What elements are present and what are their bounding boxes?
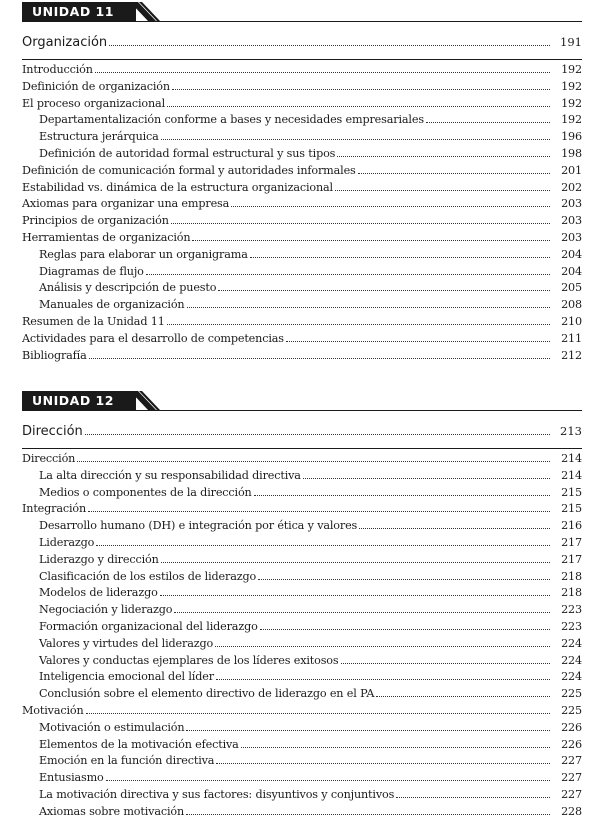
chapter-page: 191: [560, 35, 582, 49]
entry-page: 210: [561, 314, 582, 328]
dot-leader: [335, 190, 550, 191]
dot-leader: [231, 206, 550, 207]
entry-title: Definición de organización: [22, 79, 170, 93]
entry-page: 214: [561, 452, 582, 465]
dot-leader: [254, 495, 550, 496]
entry-title: Liderazgo: [39, 535, 95, 549]
entry-title: Principios de organización: [22, 214, 169, 228]
entry-page: 203: [561, 230, 582, 244]
chapter-heading: [22, 424, 582, 444]
dot-leader: [358, 173, 550, 174]
entry-page: 204: [561, 247, 582, 261]
toc-entry: [22, 113, 582, 130]
toc-entry: [22, 754, 582, 771]
entry-title: El proceso organizacional: [22, 96, 166, 110]
chapter-divider: [22, 59, 582, 60]
entry-title: Estabilidad vs. dinámica de la estructura organizacional: [22, 180, 333, 194]
entry-page: 192: [561, 96, 582, 110]
entry-page: 205: [561, 281, 582, 295]
toc-entry: [22, 486, 582, 503]
entry-title: Actividades para el desarrollo de competencias: [22, 331, 284, 345]
toc-entry: [22, 637, 582, 654]
entry-page: 198: [561, 146, 582, 160]
entry-page: 218: [561, 569, 582, 583]
toc-entry: [22, 298, 582, 315]
entry-title: Definición de autoridad formal estructural y sus tipos: [39, 146, 336, 160]
toc-entry: [22, 147, 582, 164]
entry-title: Negociación y liderazgo: [39, 603, 173, 617]
entry-page: 217: [561, 552, 582, 566]
entry-title: Conclusión sobre el elemento directivo de liderazgo en el PA: [39, 687, 375, 701]
entry-page: 215: [561, 502, 582, 516]
entry-page: 203: [561, 197, 582, 211]
toc-entry: [22, 231, 582, 248]
dot-leader: [426, 122, 550, 123]
entry-title: Desarrollo humano (DH) e integración por ética y valores: [39, 519, 358, 533]
toc-entry: [22, 670, 582, 687]
entry-page: 225: [561, 687, 582, 701]
entry-title: Bibliografía: [22, 348, 87, 362]
dot-leader: [359, 528, 550, 529]
dot-leader: [216, 679, 550, 680]
unit-rule: [22, 410, 582, 411]
dot-leader: [241, 747, 550, 748]
entry-title: Formación organizacional del liderazgo: [39, 619, 258, 633]
dot-leader: [186, 814, 550, 815]
entry-title: Clasificación de los estilos de liderazgo: [39, 569, 257, 583]
entry-page: 224: [561, 636, 582, 650]
dot-leader: [85, 434, 550, 435]
entry-title: Inteligencia emocional del líder: [39, 670, 214, 684]
toc-entry: [22, 197, 582, 214]
entry-title: Valores y conductas ejemplares de los líderes exitosos: [39, 653, 339, 667]
entry-page: 227: [561, 771, 582, 785]
dot-leader: [258, 579, 550, 580]
entry-list: [22, 63, 582, 365]
dot-leader: [187, 307, 551, 308]
entry-title: Resumen de la Unidad 11: [22, 314, 165, 328]
entry-page: 203: [561, 214, 582, 228]
entry-page: 227: [561, 787, 582, 801]
entry-page: 201: [561, 163, 582, 177]
toc-entry: [22, 502, 582, 519]
dot-leader: [186, 730, 550, 731]
unit-banner: [22, 2, 582, 24]
toc-entry: [22, 452, 582, 469]
dot-leader: [96, 545, 550, 546]
dot-leader: [216, 763, 550, 764]
entry-page: 192: [561, 79, 582, 93]
toc-entry: [22, 654, 582, 671]
entry-title: Medios o componentes de la dirección: [39, 485, 252, 499]
toc-entry: [22, 315, 582, 332]
entry-title: Estructura jerárquica: [39, 130, 159, 144]
entry-title: Diagramas de flujo: [39, 264, 144, 278]
entry-page: 216: [561, 519, 582, 533]
entry-page: 225: [561, 703, 582, 717]
toc-entry: [22, 704, 582, 721]
toc-entry: [22, 164, 582, 181]
entry-page: 202: [561, 180, 582, 194]
unit-rule: [22, 21, 582, 22]
entry-title: Axiomas sobre motivación: [39, 804, 185, 818]
dot-leader: [171, 223, 550, 224]
dot-leader: [174, 612, 550, 613]
dot-leader: [303, 478, 550, 479]
toc-entry: [22, 805, 582, 822]
chapter-title: Organización: [22, 35, 108, 50]
toc-entry: [22, 332, 582, 349]
dot-leader: [167, 324, 550, 325]
entry-title: Definición de comunicación formal y autoridades informales: [22, 163, 356, 177]
chapter-heading: [22, 35, 582, 55]
entry-page: 214: [561, 468, 582, 482]
toc-entry: [22, 281, 582, 298]
entry-page: 192: [561, 113, 582, 127]
toc-entry: [22, 349, 582, 366]
entry-title: Herramientas de organización: [22, 230, 191, 244]
unit-banner: [22, 391, 582, 413]
entry-title: Liderazgo y dirección: [39, 552, 159, 566]
toc-entry: [22, 469, 582, 486]
toc-entry: [22, 80, 582, 97]
entry-page: 212: [561, 348, 582, 362]
chapter-divider: [22, 448, 582, 449]
entry-page: 224: [561, 653, 582, 667]
dot-leader: [192, 240, 550, 241]
entry-list: [22, 452, 582, 822]
entry-title: Axiomas para organizar una empresa: [22, 197, 230, 211]
chapter-page: 213: [560, 424, 582, 438]
entry-page: 223: [561, 619, 582, 633]
toc-entry: [22, 721, 582, 738]
dot-leader: [172, 89, 550, 90]
toc-entry: [22, 620, 582, 637]
entry-title: Motivación: [22, 703, 84, 717]
dot-leader: [160, 595, 550, 596]
dot-leader: [88, 511, 550, 512]
dot-leader: [250, 257, 550, 258]
entry-title: Entusiasmo: [39, 771, 104, 785]
dot-leader: [376, 696, 550, 697]
dot-leader: [77, 461, 550, 462]
entry-page: 217: [561, 535, 582, 549]
toc-entry: [22, 130, 582, 147]
dot-leader: [146, 274, 550, 275]
dot-leader: [341, 663, 551, 664]
entry-page: 215: [561, 485, 582, 499]
entry-title: Emoción en la función directiva: [39, 754, 215, 768]
dot-leader: [337, 156, 550, 157]
entry-title: Departamentalización conforme a bases y necesidades empresariales: [39, 113, 424, 127]
toc-entry: [22, 519, 582, 536]
entry-title: Integración: [22, 502, 87, 516]
entry-page: 224: [561, 670, 582, 684]
dot-leader: [396, 797, 550, 798]
entry-title: Reglas para elaborar un organigrama: [39, 247, 248, 261]
dot-leader: [215, 646, 550, 647]
entry-title: Manuales de organización: [39, 298, 185, 312]
entry-page: 204: [561, 264, 582, 278]
toc-entry: [22, 63, 582, 80]
entry-page: 192: [561, 63, 582, 76]
toc-entry: [22, 248, 582, 265]
entry-title: Modelos de liderazgo: [39, 586, 158, 600]
entry-title: Introducción: [22, 63, 93, 76]
toc-entry: [22, 771, 582, 788]
entry-page: 227: [561, 754, 582, 768]
toc-entry: [22, 570, 582, 587]
toc-entry: [22, 181, 582, 198]
toc-entry: [22, 603, 582, 620]
dot-leader: [161, 562, 550, 563]
unit-label: UNIDAD 11: [22, 2, 136, 21]
dot-leader: [218, 290, 550, 291]
dot-leader: [89, 358, 550, 359]
toc-entry: [22, 97, 582, 114]
toc-entry: [22, 788, 582, 805]
entry-page: 218: [561, 586, 582, 600]
dot-leader: [95, 72, 550, 73]
toc-entry: [22, 553, 582, 570]
toc-entry: [22, 687, 582, 704]
entry-page: 226: [561, 737, 582, 751]
toc-entry: [22, 536, 582, 553]
entry-title: La alta dirección y su responsabilidad directiva: [39, 468, 301, 482]
entry-page: 223: [561, 603, 582, 617]
entry-page: 211: [561, 331, 582, 345]
dot-leader: [167, 106, 550, 107]
chapter-title: Dirección: [22, 424, 83, 439]
entry-title: Análisis y descripción de puesto: [39, 281, 217, 295]
entry-page: 228: [561, 804, 582, 818]
entry-page: 208: [561, 298, 582, 312]
unit-12-section: [22, 391, 582, 822]
entry-title: Valores y virtudes del liderazgo: [39, 636, 214, 650]
dot-leader: [86, 713, 550, 714]
dot-leader: [161, 139, 550, 140]
dot-leader: [106, 780, 550, 781]
toc-entry: [22, 738, 582, 755]
toc-entry: [22, 586, 582, 603]
entry-page: 226: [561, 720, 582, 734]
unit-11-section: [22, 2, 582, 365]
dot-leader: [109, 45, 550, 46]
entry-title: Motivación o estimulación: [39, 720, 185, 734]
entry-title: Elementos de la motivación efectiva: [39, 737, 239, 751]
dot-leader: [286, 341, 550, 342]
entry-title: La motivación directiva y sus factores: disyuntivos y conjuntivos: [39, 787, 395, 801]
toc-entry: [22, 214, 582, 231]
entry-title: Dirección: [22, 452, 76, 465]
dot-leader: [260, 629, 550, 630]
entry-page: 196: [561, 130, 582, 144]
toc-entry: [22, 265, 582, 282]
unit-label: UNIDAD 12: [22, 391, 136, 410]
